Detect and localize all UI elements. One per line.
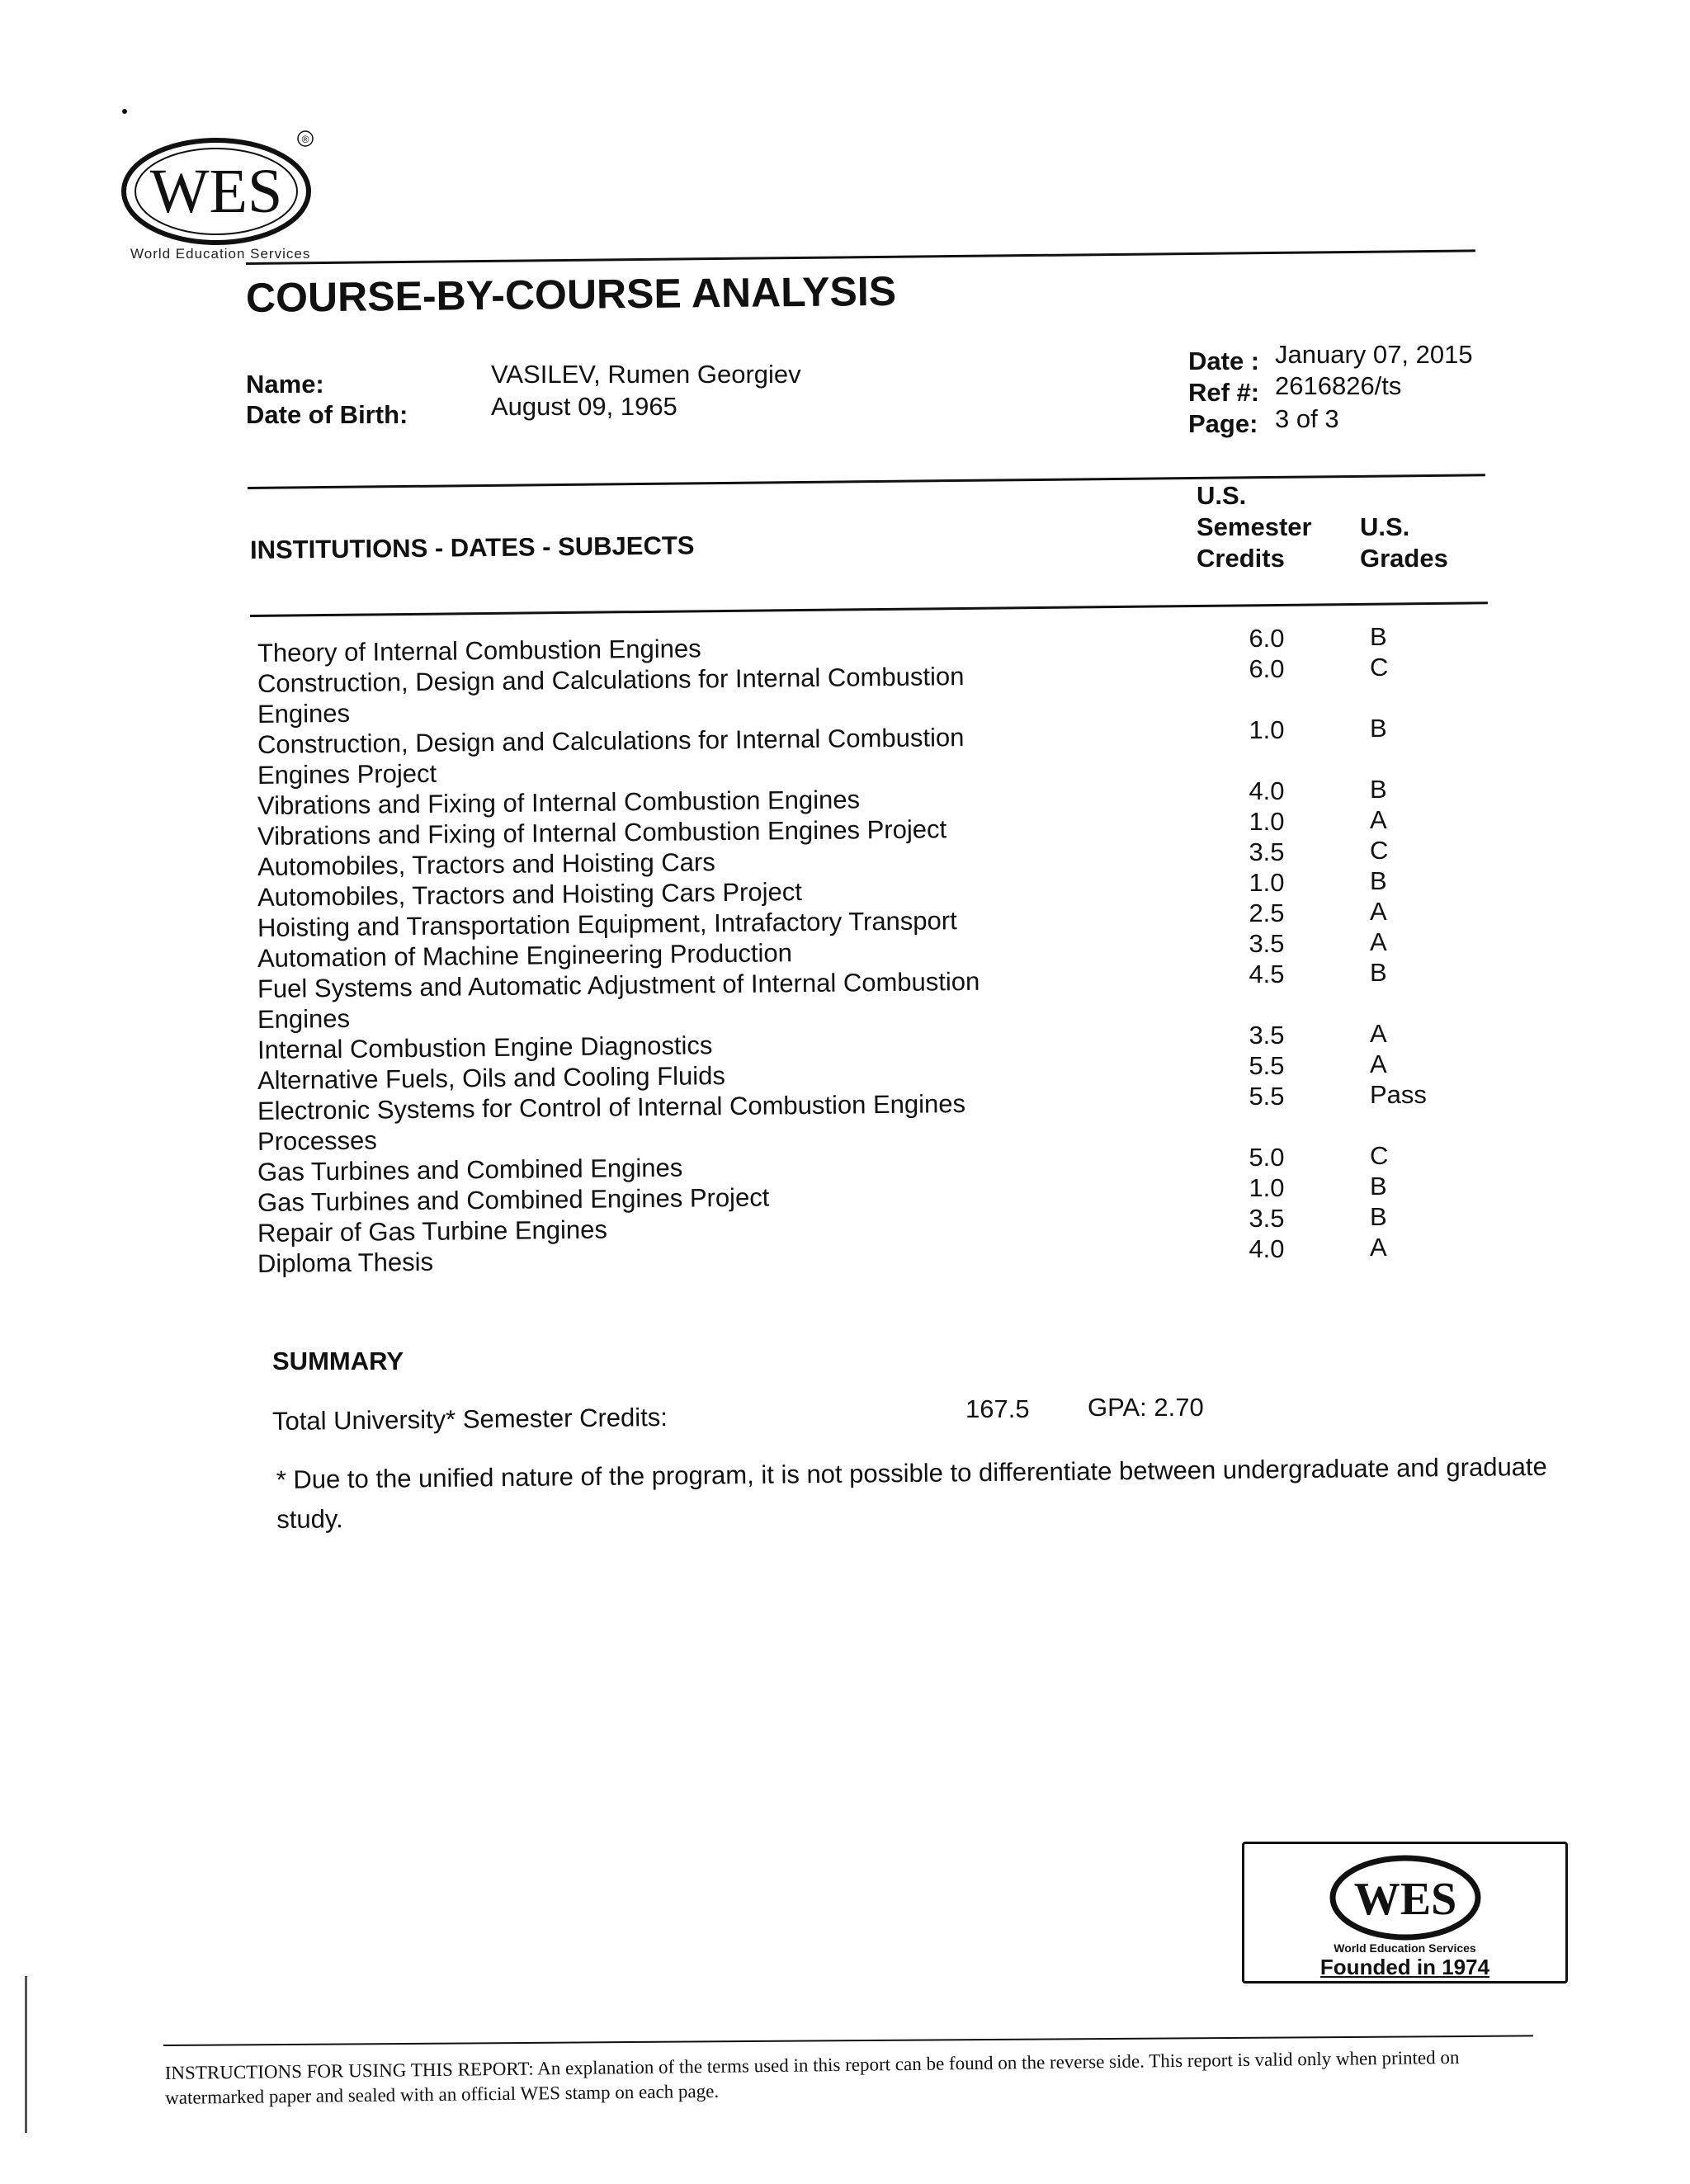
course-credits: 1.0 [1249, 1173, 1285, 1202]
course-name: Diploma Thesis [257, 1247, 434, 1278]
course-grade: A [1370, 1050, 1387, 1078]
ref-value: 2616826/ts [1275, 371, 1402, 400]
course-credits: 2.5 [1249, 899, 1285, 927]
page-value: 3 of 3 [1275, 404, 1339, 433]
course-name: Electronic Systems for Control of Internal Combustion Engines [257, 1089, 966, 1125]
course-name: Construction, Design and Calculations for Internal Combustion [257, 723, 965, 759]
course-name: Hoisting and Transportation Equipment, Intrafactory Transport [257, 906, 957, 942]
top-rule [246, 249, 1475, 265]
course-credits: 3.5 [1249, 1021, 1285, 1050]
course-name: Engines [257, 1003, 351, 1034]
credits-header-line1: U.S. [1197, 481, 1247, 510]
course-credits: 1.0 [1249, 715, 1285, 744]
course-grade: A [1370, 805, 1387, 834]
stamp-founded: Founded in 1974 [1319, 1955, 1490, 1979]
grades-header [1360, 512, 1448, 574]
registered-mark: ® [301, 134, 309, 145]
scan-edge-mark [25, 1976, 27, 2133]
course-name: Alternative Fuels, Oils and Cooling Fluids [257, 1061, 726, 1095]
course-name: Automobiles, Tractors and Hoisting Cars [257, 847, 715, 881]
page-label: Page: [1188, 409, 1258, 438]
course-name: Repair of Gas Turbine Engines [257, 1215, 608, 1248]
name-value: VASILEV, Rumen Georgiev [491, 360, 801, 389]
credits-header [1197, 480, 1312, 574]
course-credits: 3.5 [1249, 837, 1285, 866]
summary-title: SUMMARY [272, 1347, 404, 1375]
course-grade: B [1370, 1172, 1387, 1200]
course-credits: 4.5 [1249, 960, 1285, 988]
course-name: Internal Combustion Engine Diagnostics [257, 1031, 713, 1064]
course-credits: 6.0 [1249, 624, 1285, 653]
course-name: Fuel Systems and Automatic Adjustment of Internal Combustion [257, 966, 980, 1003]
stamp-logo-text: WES [1353, 1874, 1457, 1925]
date-label: Date : [1188, 347, 1260, 375]
scan-dot [122, 109, 127, 114]
logo-subtitle: World Education Services [130, 246, 311, 262]
footer-rule [163, 2035, 1533, 2046]
course-credits: 5.5 [1249, 1051, 1285, 1080]
name-label: Name: [246, 370, 324, 399]
course-credits: 5.5 [1249, 1082, 1285, 1111]
course-grade: B [1370, 775, 1387, 804]
course-grade: B [1370, 866, 1387, 895]
course-name: Construction, Design and Calculations for Internal Combustion [257, 662, 965, 698]
course-grade: A [1370, 897, 1387, 926]
course-name: Theory of Internal Combustion Engines [257, 634, 701, 667]
course-name: Processes [257, 1125, 377, 1156]
course-grade: A [1370, 1019, 1387, 1048]
dob-value: August 09, 1965 [491, 392, 677, 421]
summary-credits-value: 167.5 [965, 1394, 1030, 1423]
credits-header-line2: Semester [1197, 512, 1312, 541]
course-grade: Pass [1370, 1080, 1427, 1109]
summary-footnote: * Due to the unified nature of the program, it is not possible to differentiate between undergraduate and graduate study. [276, 1451, 1547, 1534]
stamp-subtitle: World Education Services [1334, 1941, 1476, 1955]
course-grade: C [1370, 1141, 1389, 1170]
course-credits: 3.5 [1249, 929, 1285, 958]
date-value: January 07, 2015 [1275, 340, 1473, 369]
summary-gpa: GPA: 2.70 [1088, 1393, 1204, 1422]
course-credits: 6.0 [1249, 654, 1285, 683]
grades-header-line2: Grades [1360, 544, 1448, 573]
course-name: Engines Project [257, 758, 437, 790]
wes-logo [116, 124, 330, 256]
course-credits: 5.0 [1249, 1143, 1285, 1172]
ref-label: Ref #: [1188, 378, 1260, 407]
course-grade: B [1370, 958, 1387, 987]
page-title: COURSE-BY-COURSE ANALYSIS [245, 267, 897, 321]
course-grade: B [1370, 1202, 1387, 1231]
course-grade: A [1370, 1233, 1387, 1262]
course-name: Gas Turbines and Combined Engines [257, 1153, 683, 1186]
course-credits: 1.0 [1249, 868, 1285, 897]
course-name: Engines [257, 698, 351, 729]
course-grade: C [1370, 653, 1389, 682]
course-credits: 3.5 [1249, 1204, 1285, 1233]
logo-text: WES [149, 157, 283, 226]
course-credits: 4.0 [1249, 776, 1285, 805]
course-name: Vibrations and Fixing of Internal Combustion Engines [257, 785, 861, 820]
wes-stamp [1242, 1842, 1568, 1984]
course-name: Automobiles, Tractors and Hoisting Cars Project [257, 877, 803, 912]
header-bottom-rule [250, 601, 1488, 617]
course-name: Vibrations and Fixing of Internal Combustion Engines Project [257, 814, 947, 851]
course-grade: C [1370, 836, 1389, 865]
course-credits: 4.0 [1249, 1234, 1285, 1263]
dob-label: Date of Birth: [246, 400, 408, 429]
instructions-text: INSTRUCTIONS FOR USING THIS REPORT: An explanation of the terms used in this report can be found on the reverse side. This report is valid only when printed on watermarked paper and sealed with an official WES stamp on each page. [164, 2046, 1460, 2108]
grades-header-line1: U.S. [1360, 512, 1410, 541]
summary-credits-label: Total University* Semester Credits: [271, 1402, 668, 1436]
course-grade: B [1370, 714, 1387, 743]
course-grade: B [1370, 622, 1387, 651]
stamp-logo [1327, 1852, 1484, 1943]
course-name: Automation of Machine Engineering Production [257, 938, 793, 973]
course-name: Gas Turbines and Combined Engines Project [257, 1182, 770, 1217]
subjects-header: INSTITUTIONS - DATES - SUBJECTS [249, 531, 695, 564]
course-credits: 1.0 [1249, 807, 1285, 836]
course-grade: A [1370, 927, 1387, 956]
credits-header-line3: Credits [1197, 544, 1285, 573]
